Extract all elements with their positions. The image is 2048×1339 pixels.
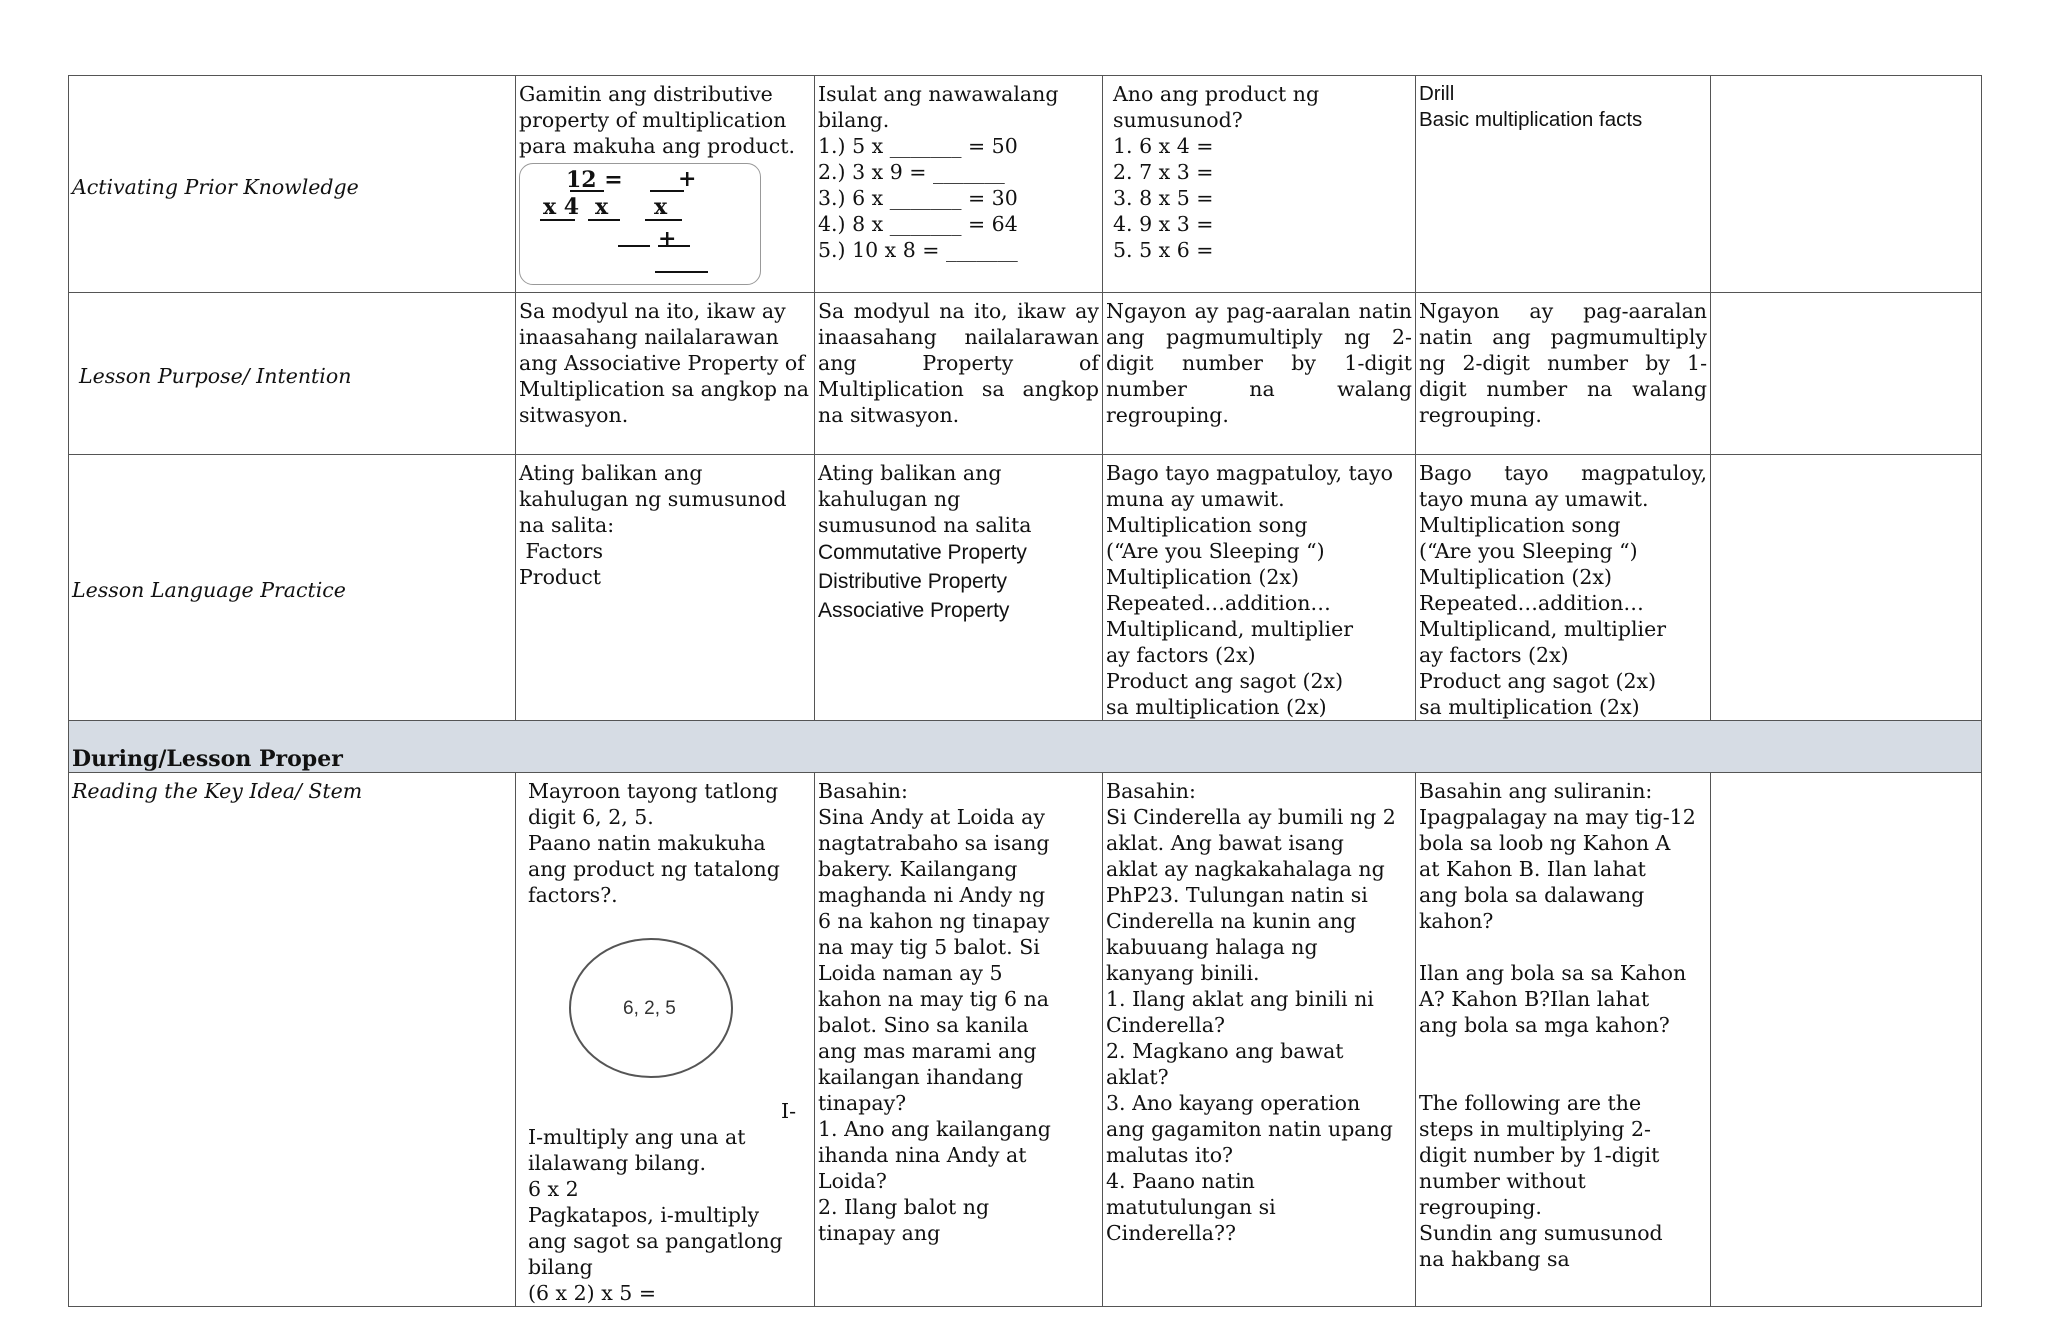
line: Mayroon tayong tatlong	[528, 779, 779, 803]
property-term: Distributive Property	[818, 570, 1008, 593]
purpose-text: Ngayon ay pag-aaralan natin ang pagmumultiply ng 2-digit number by 1-digit number na walang regrouping.	[1106, 299, 1412, 427]
purpose-day2	[815, 293, 1103, 455]
line: Product ang sagot (2x)	[1106, 669, 1344, 693]
language-day4	[1416, 455, 1711, 721]
line: Basahin:	[1106, 779, 1196, 803]
line: 2.) 3 x 9 = _______	[818, 160, 1005, 184]
line: 2. Ilang balot ng	[818, 1195, 990, 1219]
figure-x2: x	[654, 194, 668, 220]
line: I-multiply ang una at	[528, 1125, 746, 1149]
apk-day1	[516, 76, 815, 293]
spacer	[1419, 934, 1707, 960]
line: Paano natin makukuha	[528, 831, 766, 855]
line: Loida naman ay 5	[818, 961, 1003, 985]
line: at Kahon B. Ilan lahat	[1419, 857, 1646, 881]
property-term: Associative Property	[818, 599, 1010, 622]
line: Sundin ang sumusunod	[1419, 1221, 1663, 1245]
figure-bottom: x 4	[543, 194, 580, 220]
row-label: Lesson Purpose/ Intention	[69, 293, 516, 455]
line: matutulungan si	[1106, 1195, 1276, 1219]
line: para makuha ang product.	[519, 134, 795, 158]
line: nagtatrabaho sa isang	[818, 831, 1050, 855]
factors-circle	[528, 938, 811, 1098]
line: bakery. Kailangang	[818, 857, 1018, 881]
figure-plus-bottom: +	[658, 226, 677, 252]
line: Gamitin ang distributive	[519, 82, 773, 106]
line: Factors	[519, 539, 603, 563]
section-title: During/Lesson Proper	[69, 721, 1982, 773]
line: 3. Ano kayang operation	[1106, 1091, 1361, 1115]
line: sumusunod na salita	[818, 513, 1032, 537]
line: (6 x 2) x 5 =	[528, 1281, 657, 1305]
line: kahulugan ng	[818, 487, 961, 511]
row-reading-key-idea	[69, 773, 1982, 1307]
row-label: Reading the Key Idea/ Stem	[69, 773, 516, 1307]
line: 5. 5 x 6 =	[1113, 238, 1214, 262]
line: na hakbang sa	[1419, 1247, 1570, 1271]
property-term: Commutative Property	[818, 541, 1027, 564]
spacer	[1419, 1038, 1707, 1090]
purpose-text: Sa modyul na ito, ikaw ay inaasahang nailalarawan ang Associative Property of Multiplication sa angkop na sitwasyon.	[519, 299, 809, 427]
figure-lines	[520, 164, 760, 284]
line: bola sa loob ng Kahon A	[1419, 831, 1671, 855]
line: ilalawang bilang.	[528, 1151, 707, 1175]
line: Product ang sagot (2x)	[1419, 669, 1657, 693]
reading-day2	[815, 773, 1103, 1307]
apk-day5	[1711, 76, 1982, 293]
line: ang product ng tatalong	[528, 857, 780, 881]
row-lesson-purpose	[69, 293, 1982, 455]
figure-x1: x	[595, 194, 609, 220]
line: 1. 6 x 4 =	[1113, 134, 1214, 158]
line: Ating balikan ang	[818, 461, 1002, 485]
reading-day3	[1103, 773, 1416, 1307]
line: The following are the	[1419, 1091, 1642, 1115]
line: 3. 8 x 5 =	[1113, 186, 1214, 210]
line: ang bola sa mga kahon?	[1419, 1013, 1670, 1037]
line: aklat. Ang bawat isang	[1106, 831, 1344, 855]
line: bilang.	[818, 108, 890, 132]
line: bilang	[528, 1255, 593, 1279]
line: Product	[519, 565, 601, 589]
line: kahon na may tig 6 na	[818, 987, 1050, 1011]
language-day3	[1103, 455, 1416, 721]
line: PhP23. Tulungan natin si	[1106, 883, 1368, 907]
line: factors?.	[528, 883, 618, 907]
line: 1.) 5 x _______ = 50	[818, 134, 1018, 158]
distributive-figure	[519, 163, 761, 285]
line: sa multiplication (2x)	[1419, 695, 1640, 719]
line: Multiplication song	[1106, 513, 1308, 537]
line: Cinderella??	[1106, 1221, 1236, 1245]
line: Bago tayo magpatuloy, tayo	[1106, 461, 1393, 485]
line: 4. Paano natin	[1106, 1169, 1255, 1193]
line: Repeated…addition…	[1106, 591, 1331, 615]
line: kahon?	[1419, 909, 1494, 933]
line: balot. Sino sa kanila	[818, 1013, 1029, 1037]
line: sumusunod?	[1113, 108, 1243, 132]
line: aklat?	[1106, 1065, 1169, 1089]
line: 6 x 2	[528, 1177, 579, 1201]
line: maghanda ni Andy ng	[818, 883, 1046, 907]
apk-day3	[1103, 76, 1416, 293]
line: ay factors (2x)	[1419, 643, 1569, 667]
apk-day4	[1416, 76, 1711, 293]
line: regrouping.	[1419, 1195, 1542, 1219]
figure-top: 12 =	[566, 167, 623, 193]
purpose-text: Sa modyul na ito, ikaw ay inaasahang nailalarawan ang Property of Multiplication sa angkop na sitwasyon.	[818, 299, 1099, 427]
line: property of multiplication	[519, 108, 787, 132]
line: Bago tayo magpatuloy,	[1419, 461, 1707, 485]
purpose-day4	[1416, 293, 1711, 455]
language-day2	[815, 455, 1103, 721]
line: na may tig 5 balot. Si	[818, 935, 1040, 959]
line: kabuuang halaga ng	[1106, 935, 1318, 959]
line: Loida?	[818, 1169, 887, 1193]
line: ang bola sa dalawang	[1419, 883, 1645, 907]
line: Basahin:	[818, 779, 908, 803]
line: Drill	[1419, 82, 1455, 105]
line: Basic multiplication facts	[1419, 108, 1643, 131]
line: Multiplication (2x)	[1419, 565, 1612, 589]
line: digit number by 1-digit	[1419, 1143, 1660, 1167]
line: Cinderella?	[1106, 1013, 1225, 1037]
language-day1	[516, 455, 815, 721]
line: Multiplicand, multiplier	[1106, 617, 1354, 641]
line: tayo muna ay umawit.	[1419, 487, 1649, 511]
line: number without	[1419, 1169, 1586, 1193]
line: Repeated…addition…	[1419, 591, 1644, 615]
line: Cinderella na kunin ang	[1106, 909, 1357, 933]
line: Sina Andy at Loida ay	[818, 805, 1045, 829]
line: Multiplication (2x)	[1106, 565, 1299, 589]
line: ay factors (2x)	[1106, 643, 1256, 667]
circle-label: 6, 2, 5	[623, 998, 676, 1019]
figure-plus-top: +	[678, 166, 697, 192]
line: tinapay ang	[818, 1221, 941, 1245]
line: Ipagpalagay na may tig-12	[1419, 805, 1696, 829]
line: 5.) 10 x 8 = _______	[818, 238, 1018, 262]
apk-day2	[815, 76, 1103, 293]
line: kanyang binili.	[1106, 961, 1260, 985]
line: malutas ito?	[1106, 1143, 1234, 1167]
line: I-	[780, 1099, 796, 1123]
line: Multiplicand, multiplier	[1419, 617, 1667, 641]
line: muna ay umawit.	[1106, 487, 1285, 511]
line: kailangan ihandang	[818, 1065, 1024, 1089]
line: 3.) 6 x _______ = 30	[818, 186, 1018, 210]
line: kahulugan ng sumusunod	[519, 487, 787, 511]
line: steps in multiplying 2-	[1419, 1117, 1651, 1141]
line: Ano ang product ng	[1113, 82, 1320, 106]
line: sa multiplication (2x)	[1106, 695, 1327, 719]
line: 1. Ano ang kailangang	[818, 1117, 1051, 1141]
line: Basahin ang suliranin:	[1419, 779, 1653, 803]
line: digit 6, 2, 5.	[528, 805, 654, 829]
line: A? Kahon B?Ilan lahat	[1419, 987, 1650, 1011]
line: 6 na kahon ng tinapay	[818, 909, 1050, 933]
line: ang sagot sa pangatlong	[528, 1229, 783, 1253]
line: 2. 7 x 3 =	[1113, 160, 1214, 184]
line: na salita:	[519, 513, 615, 537]
line: 4.) 8 x _______ = 64	[818, 212, 1018, 236]
line: aklat ay nagkakahalaga ng	[1106, 857, 1385, 881]
section-header-row	[69, 721, 1982, 773]
line: (“Are you Sleeping “)	[1419, 539, 1638, 563]
row-activating-prior-knowledge	[69, 76, 1982, 293]
reading-day1	[516, 773, 815, 1307]
purpose-text: Ngayon ay pag-aaralan natin ang pagmumultiply ng 2-digit number by 1-digit number na walang regrouping.	[1419, 299, 1707, 427]
row-lesson-language-practice	[69, 455, 1982, 721]
line: ihanda nina Andy at	[818, 1143, 1027, 1167]
line: tinapay?	[818, 1091, 907, 1115]
line: ang mas marami ang	[818, 1039, 1037, 1063]
figure-multiplicand: 12	[566, 167, 597, 193]
line: Si Cinderella ay bumili ng 2	[1106, 805, 1396, 829]
line: Multiplication song	[1419, 513, 1621, 537]
line: 4. 9 x 3 =	[1113, 212, 1214, 236]
line: Isulat ang nawawalang	[818, 82, 1059, 106]
line: Pagkatapos, i-multiply	[528, 1203, 760, 1227]
purpose-day5	[1711, 293, 1982, 455]
purpose-day3	[1103, 293, 1416, 455]
line: ang gagamiton natin upang	[1106, 1117, 1393, 1141]
line: (“Are you Sleeping “)	[1106, 539, 1325, 563]
reading-day5	[1711, 773, 1982, 1307]
row-label: Lesson Language Practice	[69, 455, 516, 721]
language-day5	[1711, 455, 1982, 721]
lesson-plan-table	[68, 75, 1982, 1307]
line: 1. Ilang aklat ang binili ni	[1106, 987, 1374, 1011]
purpose-day1	[516, 293, 815, 455]
line: Ilan ang bola sa sa Kahon	[1419, 961, 1687, 985]
row-label: Activating Prior Knowledge	[69, 76, 516, 293]
reading-day4	[1416, 773, 1711, 1307]
line: 2. Magkano ang bawat	[1106, 1039, 1344, 1063]
line: Ating balikan ang	[519, 461, 703, 485]
